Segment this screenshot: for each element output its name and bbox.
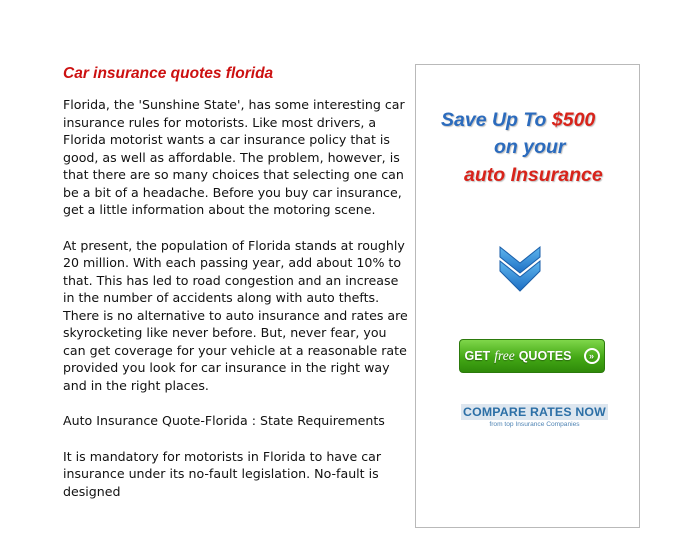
- ad-headline-prefix: Save Up To: [441, 109, 552, 131]
- insurance-ad-banner[interactable]: [415, 64, 640, 528]
- button-get-label: GET: [464, 349, 491, 363]
- article-paragraph: At present, the population of Florida stands at roughly 20 million. With each passing year, add about 10% to that. This has led to road congestion and an increase in the number of accidents along with auto thefts. There is no alternative to auto insurance and rates are skyrocketing like never before. But, never fear, you can get coverage for your vehicle at a reasonable rate provided you look for car insurance in the right way and in the right places.: [63, 237, 408, 393]
- article-paragraph: It is mandatory for motorists in Florida to have car insurance under its no-fault legislation. No-fault is designed: [63, 448, 382, 499]
- button-free-label: free: [494, 348, 515, 363]
- article-paragraph: Florida, the 'Sunshine State', has some interesting car insurance rules for motorists. Like most drivers, a Florida motorist wants a car insurance policy that is good, as well as affordable. The problem, however, is that there are so many choices that selecting one can be a bit of a headache. Before you buy car insurance, get a little information about the motoring scene.: [63, 97, 405, 217]
- article-title: Car insurance quotes florida: [63, 65, 274, 82]
- article-subheading: Auto Insurance Quote-Florida : State Requirements: [63, 413, 385, 428]
- get-free-quotes-button[interactable]: [459, 339, 605, 373]
- down-arrow-icon: [498, 245, 542, 293]
- button-quotes-label: QUOTES: [518, 349, 572, 363]
- article: [63, 64, 413, 518]
- compare-rates-subtitle: from top Insurance Companies: [489, 421, 580, 428]
- compare-rates-link[interactable]: [461, 404, 608, 428]
- compare-rates-title: COMPARE RATES NOW: [463, 405, 606, 419]
- ad-headline-line2: on your: [494, 136, 566, 158]
- double-chevron-right-icon: »: [584, 348, 600, 364]
- ad-headline-line3: auto Insurance: [464, 164, 603, 186]
- ad-headline-line1: [441, 109, 595, 132]
- ad-headline-amount: $500: [551, 109, 596, 131]
